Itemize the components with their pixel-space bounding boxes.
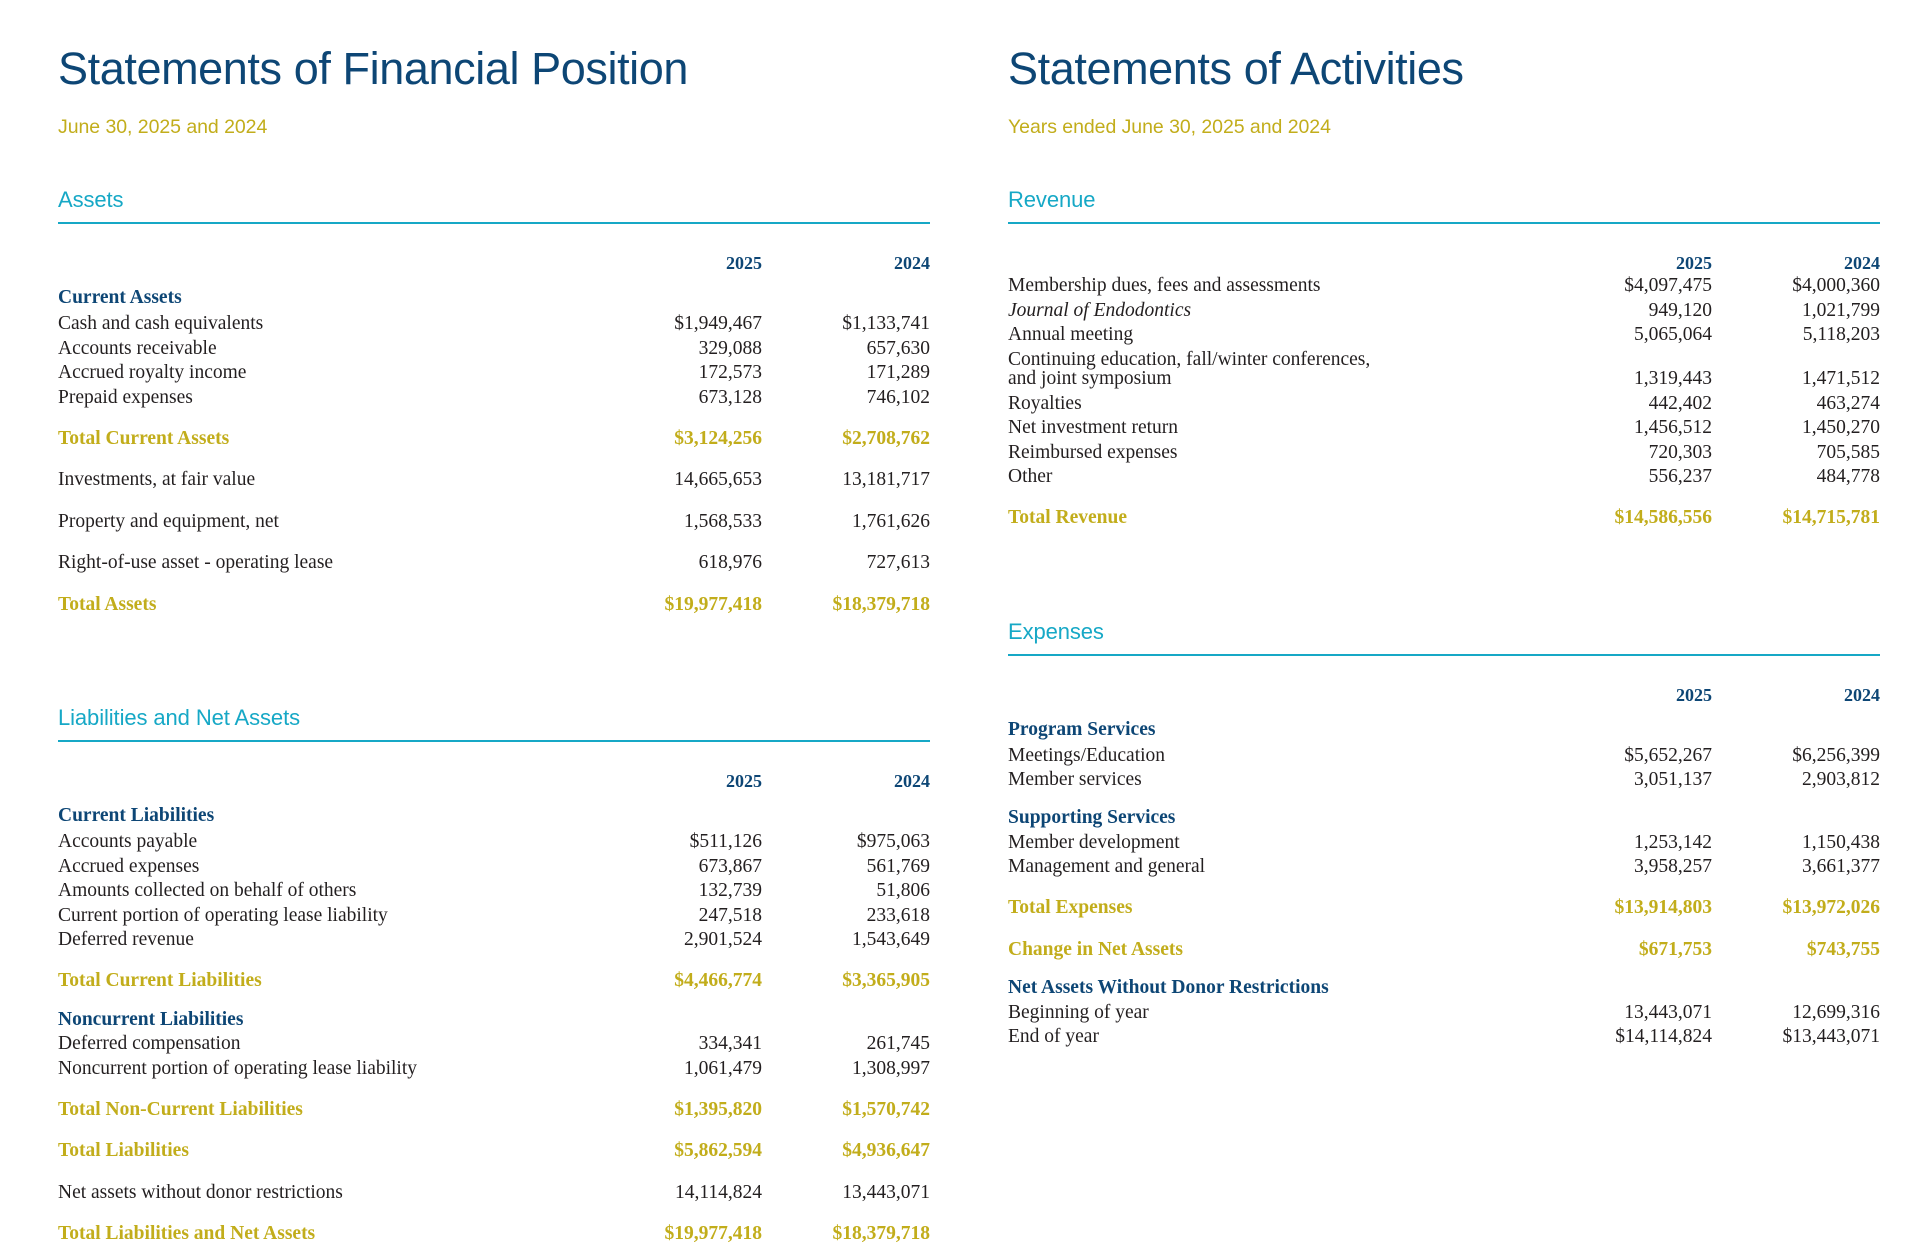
table-row xyxy=(1008,298,1880,323)
row-label xyxy=(1008,298,1544,323)
row-value-2024: $1,133,741 xyxy=(842,313,930,335)
table-row xyxy=(1008,830,1880,855)
row-value-2024: $13,443,071 xyxy=(1782,1026,1880,1048)
table-row xyxy=(58,879,930,904)
section-liabilities-and-net-assets xyxy=(58,705,930,1247)
row-value-2024: $743,755 xyxy=(1806,938,1880,960)
row-label: Total Current Assets xyxy=(58,427,230,449)
table-row xyxy=(58,310,930,336)
row-value-2025: $19,977,418 xyxy=(664,1223,762,1245)
table-row xyxy=(58,928,930,953)
row-value-2025 xyxy=(1544,792,1712,830)
row-value-2024: 1,543,649 xyxy=(852,929,930,951)
table-row xyxy=(58,1056,930,1081)
row-value-2024: 3,661,377 xyxy=(1802,856,1880,878)
row-value-2025: $5,862,594 xyxy=(674,1140,762,1162)
row-label: Deferred revenue xyxy=(58,929,194,951)
row-value-2025 xyxy=(594,790,762,828)
row-label: Total Assets xyxy=(58,593,157,615)
row-value-2024: 233,618 xyxy=(866,904,930,926)
row-value-2024: 463,274 xyxy=(1816,392,1880,414)
table-row xyxy=(58,385,930,410)
row-label: Member services xyxy=(1008,769,1142,791)
row-label: Deferred compensation xyxy=(58,1033,241,1055)
sections-activities xyxy=(1008,187,1880,1049)
row-value-2024: 1,150,438 xyxy=(1802,831,1880,853)
row-label: Management and general xyxy=(1008,856,1206,878)
row-label: Property and equipment, net xyxy=(58,510,279,532)
row-value-2024: $2,708,762 xyxy=(842,427,930,449)
page-subtitle-activities: Years ended June 30, 2025 and 2024 xyxy=(1008,116,1331,139)
row-value-2025: 3,051,137 xyxy=(1634,769,1712,791)
table-row xyxy=(58,410,930,452)
row-value-2024: 1,761,626 xyxy=(852,510,930,532)
row-label: Accrued royalty income xyxy=(58,362,247,384)
table-row xyxy=(1008,416,1880,441)
table-row xyxy=(1008,489,1880,531)
page-subtitle-financial-position: June 30, 2025 and 2024 xyxy=(58,116,268,139)
financial-table xyxy=(1008,224,1880,531)
row-value-2025: 1,319,443 xyxy=(1634,368,1712,390)
row-value-2025 xyxy=(1544,704,1712,742)
table-header-row xyxy=(1008,224,1880,272)
row-value-2025: 334,341 xyxy=(698,1033,762,1055)
row-value-2024 xyxy=(1712,347,1880,369)
row-value-2025: 1,253,142 xyxy=(1634,831,1712,853)
financial-table xyxy=(58,742,930,1247)
table-row xyxy=(58,854,930,879)
row-value-2025 xyxy=(1544,347,1712,369)
row-value-2025: $1,395,820 xyxy=(674,1098,762,1120)
row-label: Noncurrent Liabilities xyxy=(58,1008,244,1030)
column-header-year-2024: 2024 xyxy=(1844,253,1880,274)
row-value-2024: $18,379,718 xyxy=(832,1223,930,1245)
row-label: Investments, at fair value xyxy=(58,469,256,491)
page-title-financial-position: Statements of Financial Position xyxy=(58,43,689,94)
row-label: Change in Net Assets xyxy=(1008,938,1183,960)
section-expenses xyxy=(1008,619,1880,1050)
row-value-2024: $1,570,742 xyxy=(842,1098,930,1120)
row-value-2025: $14,114,824 xyxy=(1615,1026,1712,1048)
table-row xyxy=(58,994,930,1032)
table-row xyxy=(58,272,930,310)
row-value-2024: $13,972,026 xyxy=(1782,897,1880,919)
table-row xyxy=(58,903,930,928)
row-label: Total Current Liabilities xyxy=(58,970,262,992)
row-label: Royalties xyxy=(1008,392,1082,414)
column-header-year-2025: 2025 xyxy=(726,771,762,792)
row-label: Prepaid expenses xyxy=(58,386,193,408)
row-label: Total Liabilities and Net Assets xyxy=(58,1223,316,1245)
row-value-2024: 13,443,071 xyxy=(842,1181,930,1203)
row-value-2024: 261,745 xyxy=(866,1033,930,1055)
table-row xyxy=(58,828,930,854)
column-header-year-2025: 2025 xyxy=(1676,684,1712,705)
row-label: Other xyxy=(1008,466,1053,488)
row-value-2024: 727,613 xyxy=(866,552,930,574)
table-row xyxy=(1008,768,1880,793)
table-row xyxy=(1008,962,1880,1000)
section-assets xyxy=(58,187,930,617)
row-value-2025: $19,977,418 xyxy=(664,593,762,615)
column-header-year-2024: 2024 xyxy=(894,771,930,792)
table-row xyxy=(58,1164,930,1206)
table-row xyxy=(1008,742,1880,768)
row-value-2025: 14,665,653 xyxy=(674,469,762,491)
row-value-2024 xyxy=(1712,704,1880,742)
row-value-2025: $1,949,467 xyxy=(674,313,762,335)
table-header-row xyxy=(1008,656,1880,704)
column-header-label xyxy=(58,742,594,790)
row-value-2025: 2,901,524 xyxy=(684,929,762,951)
row-value-2025: $5,652,267 xyxy=(1624,744,1712,766)
row-value-2024: 12,699,316 xyxy=(1792,1001,1880,1023)
column-header-label xyxy=(1008,656,1544,704)
table-row xyxy=(58,493,930,535)
row-value-2025: 14,114,824 xyxy=(674,1181,762,1203)
row-value-2024: $4,936,647 xyxy=(842,1140,930,1162)
row-value-2024: $4,000,360 xyxy=(1792,275,1880,297)
table-row xyxy=(1008,1000,1880,1025)
table-row xyxy=(1008,347,1880,369)
row-value-2024: 657,630 xyxy=(866,337,930,359)
row-value-2024: 5,118,203 xyxy=(1802,324,1880,346)
section-heading: Liabilities and Net Assets xyxy=(58,705,300,731)
table-row xyxy=(1008,369,1880,391)
row-value-2025: 5,065,064 xyxy=(1634,324,1712,346)
column-header-year-2024: 2024 xyxy=(1844,684,1880,705)
row-value-2025: 949,120 xyxy=(1648,299,1712,321)
row-value-2025: 247,518 xyxy=(698,904,762,926)
row-value-2025: 13,443,071 xyxy=(1624,1001,1712,1023)
row-value-2025: 720,303 xyxy=(1648,441,1712,463)
row-label: Current Assets xyxy=(58,287,182,309)
row-label: Total Revenue xyxy=(1008,507,1127,529)
row-value-2024: 2,903,812 xyxy=(1802,769,1880,791)
financial-table xyxy=(58,224,930,617)
row-value-2025: 1,061,479 xyxy=(684,1057,762,1079)
financial-table xyxy=(1008,656,1880,1050)
row-value-2024: 171,289 xyxy=(866,362,930,384)
row-value-2024 xyxy=(1712,962,1880,1000)
row-label: Reimbursed expenses xyxy=(1008,441,1178,463)
table-row xyxy=(1008,440,1880,465)
row-value-2024 xyxy=(762,790,930,828)
row-value-2025: $511,126 xyxy=(689,831,762,853)
row-value-2025: 673,128 xyxy=(698,386,762,408)
row-label: Accounts payable xyxy=(58,831,198,853)
row-value-2025: 1,568,533 xyxy=(684,510,762,532)
table-row xyxy=(58,361,930,386)
section-heading: Assets xyxy=(58,187,124,213)
row-value-2025: $13,914,803 xyxy=(1614,897,1712,919)
row-label: Total Expenses xyxy=(1008,897,1133,919)
table-row xyxy=(58,576,930,618)
row-label: Meetings/Education xyxy=(1008,744,1166,766)
table-header-row xyxy=(58,742,930,790)
table-row xyxy=(58,1081,930,1123)
table-row xyxy=(1008,465,1880,490)
row-value-2024: $6,256,399 xyxy=(1792,744,1880,766)
row-value-2025: 618,976 xyxy=(698,552,762,574)
row-value-2024: $18,379,718 xyxy=(832,593,930,615)
section-revenue xyxy=(1008,187,1880,531)
column-header-label xyxy=(1008,224,1544,272)
row-label: and joint symposium xyxy=(1008,368,1172,390)
column-financial-position xyxy=(58,43,930,1245)
row-label: Current Liabilities xyxy=(58,805,215,827)
page-title-activities: Statements of Activities xyxy=(1008,43,1464,94)
column-header-year-2024: 2024 xyxy=(894,253,930,274)
column-header-label xyxy=(58,224,594,272)
row-value-2024: $975,063 xyxy=(856,831,930,853)
table-row xyxy=(58,952,930,994)
row-label: Net investment return xyxy=(1008,417,1179,439)
row-label: Beginning of year xyxy=(1008,1001,1149,1023)
table-row xyxy=(1008,1025,1880,1050)
row-value-2025 xyxy=(594,994,762,1032)
italic-title: Journal of Endodontics xyxy=(1008,299,1192,321)
row-value-2024: 1,021,799 xyxy=(1802,299,1880,321)
row-value-2025: 132,739 xyxy=(698,880,762,902)
row-label: Annual meeting xyxy=(1008,324,1134,346)
row-label: Total Liabilities xyxy=(58,1140,189,1162)
row-value-2024: 746,102 xyxy=(866,386,930,408)
column-header-year-2025: 2025 xyxy=(1676,253,1712,274)
row-value-2024: 1,450,270 xyxy=(1802,417,1880,439)
section-heading: Revenue xyxy=(1008,187,1096,213)
column-header-year-2025: 2025 xyxy=(726,253,762,274)
row-label: End of year xyxy=(1008,1026,1099,1048)
row-value-2024: 13,181,717 xyxy=(842,469,930,491)
row-value-2024 xyxy=(762,272,930,310)
row-value-2025: 3,958,257 xyxy=(1634,856,1712,878)
table-row xyxy=(58,1122,930,1164)
table-row xyxy=(58,451,930,493)
table-row xyxy=(1008,323,1880,348)
row-label: Continuing education, fall/winter conferences, xyxy=(1008,348,1371,370)
row-label: Right-of-use asset - operating lease xyxy=(58,552,334,574)
row-label: Amounts collected on behalf of others xyxy=(58,880,357,902)
row-value-2024: 51,806 xyxy=(876,880,930,902)
row-value-2025: 556,237 xyxy=(1648,466,1712,488)
row-value-2025: $4,466,774 xyxy=(674,970,762,992)
table-row xyxy=(58,790,930,828)
row-value-2024: 561,769 xyxy=(866,855,930,877)
table-row xyxy=(58,336,930,361)
row-value-2024: 705,585 xyxy=(1816,441,1880,463)
row-value-2025 xyxy=(594,272,762,310)
row-label: Net Assets Without Donor Restrictions xyxy=(1008,977,1329,999)
table-row xyxy=(1008,272,1880,298)
table-row xyxy=(1008,879,1880,921)
table-row xyxy=(1008,855,1880,880)
row-label: Cash and cash equivalents xyxy=(58,313,264,335)
row-value-2024: $3,365,905 xyxy=(842,970,930,992)
column-activities xyxy=(1008,44,1880,1238)
row-value-2025: 172,573 xyxy=(698,362,762,384)
row-value-2025: 442,402 xyxy=(1648,392,1712,414)
row-label: Current portion of operating lease liability xyxy=(58,904,388,926)
table-row xyxy=(58,1032,930,1057)
row-label: Net assets without donor restrictions xyxy=(58,1181,343,1203)
sections-financial-position xyxy=(58,187,930,1247)
row-value-2025: $14,586,556 xyxy=(1614,507,1712,529)
table-row xyxy=(1008,704,1880,742)
table-row xyxy=(58,534,930,576)
row-value-2024: 1,471,512 xyxy=(1802,368,1880,390)
table-row xyxy=(1008,921,1880,963)
section-heading: Expenses xyxy=(1008,618,1104,644)
table-row xyxy=(1008,792,1880,830)
row-value-2024: 484,778 xyxy=(1816,466,1880,488)
row-value-2025: 1,456,512 xyxy=(1634,417,1712,439)
row-value-2025: 329,088 xyxy=(698,337,762,359)
row-label: Member development xyxy=(1008,831,1180,853)
row-label: Noncurrent portion of operating lease liability xyxy=(58,1057,418,1079)
table-row xyxy=(58,1205,930,1247)
table-row xyxy=(1008,391,1880,416)
row-label: Supporting Services xyxy=(1008,807,1176,829)
row-value-2025: 673,867 xyxy=(698,855,762,877)
row-value-2024: 1,308,997 xyxy=(852,1057,930,1079)
row-value-2024 xyxy=(1712,792,1880,830)
row-label: Accrued expenses xyxy=(58,855,200,877)
row-value-2025 xyxy=(1544,962,1712,1000)
row-value-2025: $4,097,475 xyxy=(1624,275,1712,297)
row-value-2025: $671,753 xyxy=(1638,938,1712,960)
row-value-2025: $3,124,256 xyxy=(674,427,762,449)
row-label: Accounts receivable xyxy=(58,337,217,359)
row-label: Membership dues, fees and assessments xyxy=(1008,275,1321,297)
table-header-row xyxy=(58,224,930,272)
row-label: Total Non-Current Liabilities xyxy=(58,1098,303,1120)
row-label: Program Services xyxy=(1008,718,1156,740)
row-value-2024: $14,715,781 xyxy=(1782,507,1880,529)
row-value-2024 xyxy=(762,994,930,1032)
